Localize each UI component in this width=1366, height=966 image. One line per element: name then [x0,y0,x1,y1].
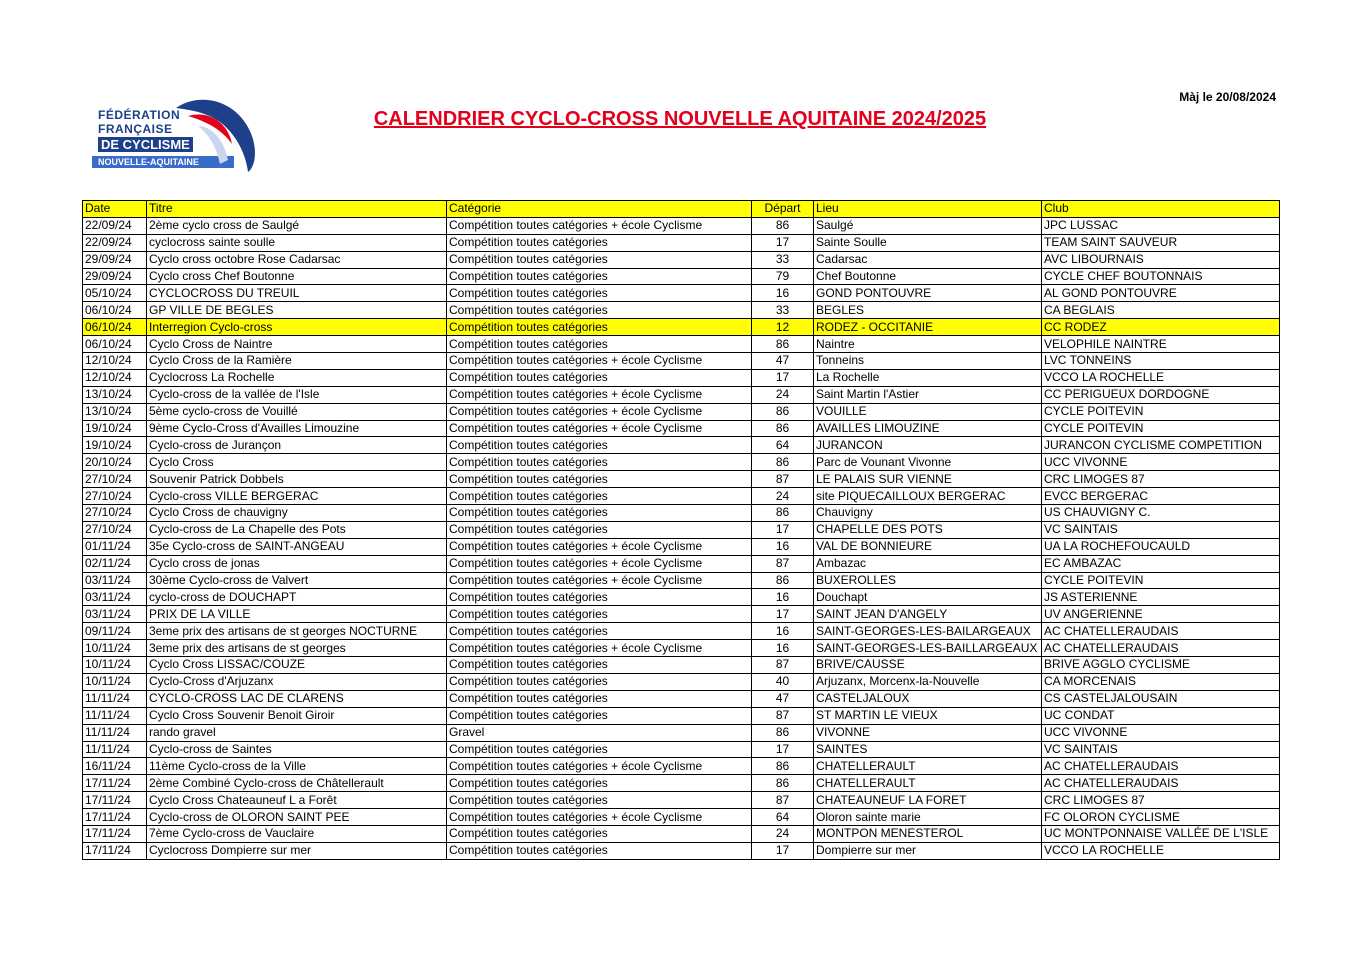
table-row [83,623,1280,640]
cell-depart: 17 [752,606,814,623]
cell-date: 10/11/24 [83,640,147,657]
table-row [83,420,1280,437]
table-row [83,505,1280,522]
cell-date: 06/10/24 [83,302,147,319]
cell-club: VC SAINTAIS [1042,741,1280,758]
cell-lieu: MONTPON MENESTEROL [814,825,1042,842]
cell-club: VCCO LA ROCHELLE [1042,369,1280,386]
cell-club: FC OLORON CYCLISME [1042,809,1280,826]
cell-categorie: Compétition toutes catégories [447,302,752,319]
logo-region-band: NOUVELLE-AQUITAINE [92,156,234,168]
cell-lieu: Douchapt [814,589,1042,606]
cell-categorie: Compétition toutes catégories + école Cyclisme [447,572,752,589]
cell-titre: CYCLOCROSS DU TREUIL [147,285,447,302]
header-date: Date [83,201,147,218]
table-row [83,353,1280,370]
cell-depart: 40 [752,673,814,690]
cell-titre: 35e Cyclo-cross de SAINT-ANGEAU [147,538,447,555]
cell-categorie: Compétition toutes catégories [447,369,752,386]
cell-date: 03/11/24 [83,606,147,623]
cell-date: 02/11/24 [83,555,147,572]
cell-categorie: Compétition toutes catégories + école Cyclisme [447,386,752,403]
table-row [83,724,1280,741]
table-row [83,488,1280,505]
cell-categorie: Compétition toutes catégories [447,319,752,336]
cell-club: CYCLE CHEF BOUTONNAIS [1042,268,1280,285]
cell-categorie: Compétition toutes catégories [447,251,752,268]
cell-lieu: Chef Boutonne [814,268,1042,285]
cell-titre: cyclocross sainte soulle [147,234,447,251]
cell-categorie: Compétition toutes catégories [447,437,752,454]
cell-depart: 24 [752,825,814,842]
cell-depart: 87 [752,555,814,572]
cell-club: JPC LUSSAC [1042,217,1280,234]
cell-categorie: Compétition toutes catégories [447,707,752,724]
page-title: CALENDRIER CYCLO-CROSS NOUVELLE AQUITAINE 2024/2025 [373,108,987,130]
cell-depart: 17 [752,741,814,758]
cell-titre: Souvenir Patrick Dobbels [147,471,447,488]
cell-depart: 87 [752,707,814,724]
calendar-table [82,200,1280,860]
cell-club: AC CHATELLERAUDAIS [1042,640,1280,657]
cell-categorie: Compétition toutes catégories [447,690,752,707]
table-row [83,268,1280,285]
cell-categorie: Compétition toutes catégories [447,336,752,353]
cell-date: 03/11/24 [83,572,147,589]
cell-lieu: CASTELJALOUX [814,690,1042,707]
table-row [83,673,1280,690]
cell-lieu: SAINTES [814,741,1042,758]
cell-depart: 64 [752,809,814,826]
cell-club: UC CONDAT [1042,707,1280,724]
table-row [83,403,1280,420]
cell-titre: 7ème Cyclo-cross de Vauclaire [147,825,447,842]
cell-titre: Cyclo Cross de la Ramière [147,353,447,370]
cell-categorie: Compétition toutes catégories [447,623,752,640]
header-depart: Départ [752,201,814,218]
cell-date: 06/10/24 [83,336,147,353]
cell-lieu: SAINT JEAN D'ANGELY [814,606,1042,623]
cell-titre: Cyclo Cross Souvenir Benoit Giroir [147,707,447,724]
cell-categorie: Compétition toutes catégories + école Cyclisme [447,809,752,826]
cell-depart: 64 [752,437,814,454]
cell-depart: 33 [752,251,814,268]
table-row [83,251,1280,268]
cell-titre: 11ème Cyclo-cross de la Ville [147,758,447,775]
cell-date: 27/10/24 [83,488,147,505]
cell-categorie: Compétition toutes catégories + école Cyclisme [447,538,752,555]
cell-depart: 86 [752,758,814,775]
cell-categorie: Compétition toutes catégories + école Cyclisme [447,403,752,420]
cell-titre: 2ème cyclo cross de Saulgé [147,217,447,234]
cell-lieu: ST MARTIN LE VIEUX [814,707,1042,724]
cell-club: CRC LIMOGES 87 [1042,792,1280,809]
cell-depart: 17 [752,234,814,251]
cell-depart: 86 [752,336,814,353]
cell-titre: 30ème Cyclo-cross de Valvert [147,572,447,589]
update-note: Màj le 20/08/2024 [1179,90,1276,104]
cell-depart: 16 [752,623,814,640]
cell-lieu: SAINT-GEORGES-LES-BAILARGEAUX [814,623,1042,640]
cell-titre: Cyclo-cross de OLORON SAINT PEE [147,809,447,826]
table-row [83,825,1280,842]
cell-depart: 12 [752,319,814,336]
cell-club: CA BEGLAIS [1042,302,1280,319]
table-row [83,454,1280,471]
cell-titre: Cyclo-cross de la vallée de l'Isle [147,386,447,403]
cell-club: CS CASTELJALOUSAIN [1042,690,1280,707]
cyclist-swoosh-icon [168,96,258,176]
cell-lieu: SAINT-GEORGES-LES-BAILLARGEAUX [814,640,1042,657]
logo-line-2: FRANÇAISE [98,122,173,136]
cell-titre: 5ème cyclo-cross de Vouillé [147,403,447,420]
cell-lieu: GOND PONTOUVRE [814,285,1042,302]
cell-lieu: site PIQUECAILLOUX BERGERAC [814,488,1042,505]
cell-depart: 86 [752,420,814,437]
table-row [83,589,1280,606]
cell-club: US CHAUVIGNY C. [1042,505,1280,522]
cell-date: 16/11/24 [83,758,147,775]
cell-depart: 87 [752,471,814,488]
cell-depart: 79 [752,268,814,285]
cell-depart: 86 [752,505,814,522]
header-lieu: Lieu [814,201,1042,218]
cell-date: 17/11/24 [83,809,147,826]
cell-titre: rando gravel [147,724,447,741]
logo-line-1: FÉDÉRATION [98,108,181,122]
cell-titre: Cyclo cross Chef Boutonne [147,268,447,285]
cell-club: VCCO LA ROCHELLE [1042,842,1280,859]
cell-date: 19/10/24 [83,420,147,437]
cell-date: 01/11/24 [83,538,147,555]
cell-titre: Cyclo Cross de Naintre [147,336,447,353]
cell-depart: 16 [752,589,814,606]
table-row [83,640,1280,657]
cell-lieu: CHAPELLE DES POTS [814,521,1042,538]
table-row [83,437,1280,454]
table-row [83,369,1280,386]
cell-categorie: Compétition toutes catégories [447,234,752,251]
cell-categorie: Compétition toutes catégories [447,673,752,690]
cell-date: 10/11/24 [83,673,147,690]
cell-depart: 17 [752,521,814,538]
cell-titre: Cyclocross La Rochelle [147,369,447,386]
cell-titre: cyclo-cross de DOUCHAPT [147,589,447,606]
table-row [83,792,1280,809]
cell-date: 19/10/24 [83,437,147,454]
cell-club: JS ASTERIENNE [1042,589,1280,606]
cell-date: 17/11/24 [83,775,147,792]
cell-categorie: Compétition toutes catégories + école Cyclisme [447,420,752,437]
cell-titre: Cyclo Cross LISSAC/COUZE [147,657,447,674]
table-row [83,538,1280,555]
cell-club: EC AMBAZAC [1042,555,1280,572]
cell-categorie: Compétition toutes catégories [447,775,752,792]
table-row [83,521,1280,538]
cell-depart: 16 [752,640,814,657]
cell-lieu: VIVONNE [814,724,1042,741]
cell-lieu: Naintre [814,336,1042,353]
table-row [83,217,1280,234]
cell-categorie: Compétition toutes catégories [447,589,752,606]
cell-titre: Cyclo-cross VILLE BERGERAC [147,488,447,505]
cell-club: LVC TONNEINS [1042,353,1280,370]
cell-date: 22/09/24 [83,217,147,234]
table-header-row [83,201,1280,218]
cell-categorie: Compétition toutes catégories [447,454,752,471]
cell-date: 11/11/24 [83,690,147,707]
cell-categorie: Compétition toutes catégories + école Cyclisme [447,353,752,370]
cell-club: AC CHATELLERAUDAIS [1042,775,1280,792]
cell-titre: 3eme prix des artisans de st georges [147,640,447,657]
cell-club: CYCLE POITEVIN [1042,572,1280,589]
cell-depart: 86 [752,403,814,420]
cell-club: AC CHATELLERAUDAIS [1042,623,1280,640]
cell-club: AVC LIBOURNAIS [1042,251,1280,268]
table-row [83,319,1280,336]
table-row [83,234,1280,251]
cell-categorie: Compétition toutes catégories [447,268,752,285]
cell-date: 27/10/24 [83,471,147,488]
cell-date: 10/11/24 [83,657,147,674]
cell-club: BRIVE AGGLO CYCLISME [1042,657,1280,674]
cell-lieu: Parc de Vounant Vivonne [814,454,1042,471]
cell-lieu: Ambazac [814,555,1042,572]
cell-lieu: Oloron sainte marie [814,809,1042,826]
cell-date: 22/09/24 [83,234,147,251]
cell-titre: Cyclo cross de jonas [147,555,447,572]
cell-club: CA MORCENAIS [1042,673,1280,690]
cell-depart: 87 [752,792,814,809]
cell-titre: Cyclocross Dompierre sur mer [147,842,447,859]
cell-titre: Cyclo Cross de chauvigny [147,505,447,522]
cell-depart: 33 [752,302,814,319]
cell-lieu: BRIVE/CAUSSE [814,657,1042,674]
cell-club: CC PERIGUEUX DORDOGNE [1042,386,1280,403]
cell-date: 11/11/24 [83,724,147,741]
cell-club: JURANCON CYCLISME COMPETITION [1042,437,1280,454]
cell-lieu: AVAILLES LIMOUZINE [814,420,1042,437]
cell-categorie: Compétition toutes catégories [447,657,752,674]
cell-titre: Cyclo-cross de Saintes [147,741,447,758]
cell-categorie: Compétition toutes catégories + école Cyclisme [447,217,752,234]
cell-club: CC RODEZ [1042,319,1280,336]
cell-titre: CYCLO-CROSS LAC DE CLARENS [147,690,447,707]
cell-date: 12/10/24 [83,353,147,370]
cell-titre: PRIX DE LA VILLE [147,606,447,623]
cell-date: 17/11/24 [83,792,147,809]
cell-categorie: Compétition toutes catégories + école Cyclisme [447,758,752,775]
table-row [83,707,1280,724]
cell-depart: 87 [752,657,814,674]
cell-depart: 24 [752,386,814,403]
cell-lieu: JURANCON [814,437,1042,454]
cell-lieu: CHATELLERAULT [814,758,1042,775]
cell-depart: 86 [752,775,814,792]
cell-lieu: Dompierre sur mer [814,842,1042,859]
cell-lieu: LE PALAIS SUR VIENNE [814,471,1042,488]
cell-depart: 24 [752,488,814,505]
cell-date: 06/10/24 [83,319,147,336]
cell-categorie: Compétition toutes catégories [447,825,752,842]
table-row [83,657,1280,674]
table-row [83,606,1280,623]
cell-date: 09/11/24 [83,623,147,640]
cell-date: 27/10/24 [83,521,147,538]
table-row [83,471,1280,488]
cell-categorie: Compétition toutes catégories + école Cyclisme [447,640,752,657]
cell-depart: 47 [752,690,814,707]
cell-club: UA LA ROCHEFOUCAULD [1042,538,1280,555]
cell-categorie: Compétition toutes catégories [447,505,752,522]
logo-line-3: DE CYCLISME [98,137,193,152]
cell-club: CYCLE POITEVIN [1042,403,1280,420]
cell-titre: Cyclo-cross de La Chapelle des Pots [147,521,447,538]
cell-club: TEAM SAINT SAUVEUR [1042,234,1280,251]
cell-categorie: Compétition toutes catégories [447,285,752,302]
cell-date: 03/11/24 [83,589,147,606]
cell-date: 20/10/24 [83,454,147,471]
cell-club: UV ANGERIENNE [1042,606,1280,623]
cell-club: VC SAINTAIS [1042,521,1280,538]
cell-lieu: La Rochelle [814,369,1042,386]
cell-depart: 16 [752,538,814,555]
table-row [83,285,1280,302]
cell-depart: 86 [752,724,814,741]
cell-date: 13/10/24 [83,403,147,420]
cell-depart: 86 [752,572,814,589]
cell-lieu: Saint Martin l'Astier [814,386,1042,403]
cell-lieu: Saulgé [814,217,1042,234]
cell-titre: Interregion Cyclo-cross [147,319,447,336]
table-row [83,555,1280,572]
cell-club: UCC VIVONNE [1042,454,1280,471]
header-club: Club [1042,201,1280,218]
cell-date: 29/09/24 [83,268,147,285]
table-row [83,690,1280,707]
cell-date: 17/11/24 [83,842,147,859]
cell-titre: Cyclo-cross de Jurançon [147,437,447,454]
cell-date: 11/11/24 [83,707,147,724]
cell-titre: Cyclo-Cross d'Arjuzanx [147,673,447,690]
table-row [83,775,1280,792]
cell-lieu: Sainte Soulle [814,234,1042,251]
cell-club: CYCLE POITEVIN [1042,420,1280,437]
cell-lieu: RODEZ - OCCITANIE [814,319,1042,336]
cell-lieu: Chauvigny [814,505,1042,522]
table-row [83,302,1280,319]
header-categorie: Catégorie [447,201,752,218]
cell-lieu: CHATELLERAULT [814,775,1042,792]
cell-categorie: Compétition toutes catégories [447,471,752,488]
cell-titre: GP VILLE DE BEGLES [147,302,447,319]
cell-titre: Cyclo Cross Chateauneuf L a Forêt [147,792,447,809]
table-row [83,809,1280,826]
cell-titre: 2ème Combiné Cyclo-cross de Châtellerault [147,775,447,792]
cell-club: CRC LIMOGES 87 [1042,471,1280,488]
cell-categorie: Compétition toutes catégories + école Cyclisme [447,555,752,572]
cell-categorie: Compétition toutes catégories [447,741,752,758]
cell-categorie: Compétition toutes catégories [447,521,752,538]
cell-depart: 47 [752,353,814,370]
cell-club: VELOPHILE NAINTRE [1042,336,1280,353]
cell-club: UC MONTPONNAISE VALLÉE DE L'ISLE [1042,825,1280,842]
cell-categorie: Gravel [447,724,752,741]
cell-categorie: Compétition toutes catégories [447,792,752,809]
table-row [83,842,1280,859]
cell-club: AC CHATELLERAUDAIS [1042,758,1280,775]
cell-categorie: Compétition toutes catégories [447,488,752,505]
ffc-logo [90,96,260,176]
table-row [83,336,1280,353]
header-titre: Titre [147,201,447,218]
cell-club: AL GOND PONTOUVRE [1042,285,1280,302]
cell-club: UCC VIVONNE [1042,724,1280,741]
table-row [83,741,1280,758]
cell-titre: Cyclo Cross [147,454,447,471]
cell-categorie: Compétition toutes catégories [447,606,752,623]
cell-depart: 17 [752,842,814,859]
cell-club: EVCC BERGERAC [1042,488,1280,505]
cell-categorie: Compétition toutes catégories [447,842,752,859]
cell-depart: 86 [752,217,814,234]
cell-titre: 3eme prix des artisans de st georges NOCTURNE [147,623,447,640]
table-row [83,386,1280,403]
cell-date: 13/10/24 [83,386,147,403]
cell-date: 27/10/24 [83,505,147,522]
cell-depart: 86 [752,454,814,471]
cell-date: 29/09/24 [83,251,147,268]
cell-lieu: Cadarsac [814,251,1042,268]
cell-lieu: BUXEROLLES [814,572,1042,589]
table-row [83,572,1280,589]
cell-lieu: VAL DE BONNIEURE [814,538,1042,555]
cell-lieu: Arjuzanx, Morcenx-la-Nouvelle [814,673,1042,690]
cell-lieu: VOUILLE [814,403,1042,420]
cell-lieu: CHATEAUNEUF LA FORET [814,792,1042,809]
cell-depart: 17 [752,369,814,386]
cell-date: 11/11/24 [83,741,147,758]
cell-date: 12/10/24 [83,369,147,386]
cell-titre: Cyclo cross octobre Rose Cadarsac [147,251,447,268]
cell-titre: 9ème Cyclo-Cross d'Availles Limouzine [147,420,447,437]
cell-lieu: BEGLES [814,302,1042,319]
cell-date: 05/10/24 [83,285,147,302]
cell-depart: 16 [752,285,814,302]
cell-lieu: Tonneins [814,353,1042,370]
cell-date: 17/11/24 [83,825,147,842]
table-row [83,758,1280,775]
